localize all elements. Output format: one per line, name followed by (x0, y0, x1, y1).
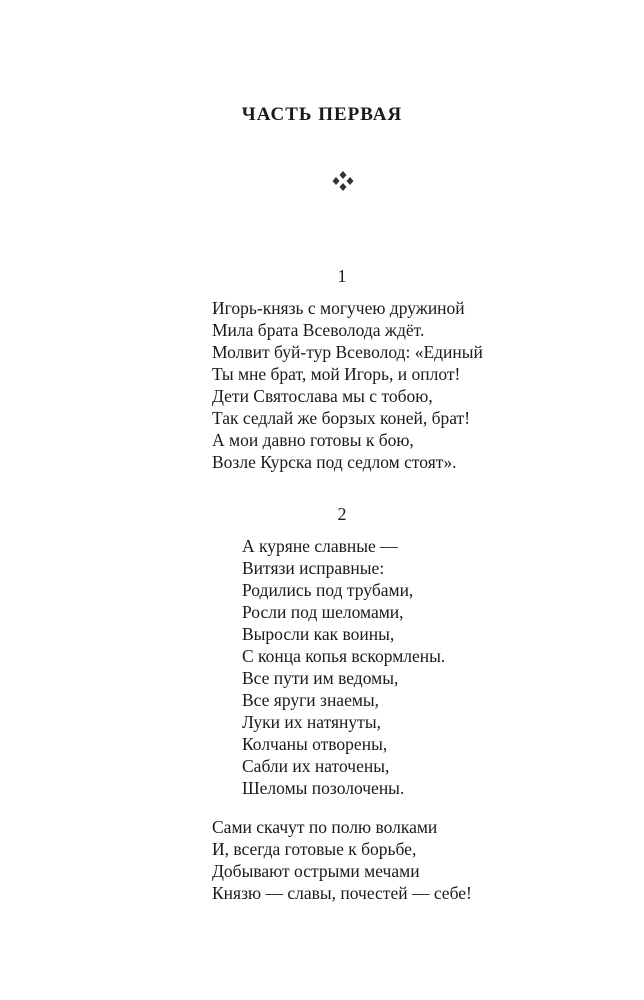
verse-line: Выросли как воины, (242, 624, 395, 644)
section-number-1: 1 (337, 266, 347, 286)
section-number-2: 2 (337, 504, 347, 524)
verse-line: А мои давно готовы к бою, (212, 430, 414, 450)
verse-line: Росли под шеломами, (242, 602, 404, 622)
verse-line: И, всегда готовые к борьбе, (212, 839, 417, 859)
verse-line: Луки их натянуты, (242, 712, 381, 732)
verse-line: Князю — славы, почестей — себе! (212, 883, 472, 903)
stanza-3 (212, 816, 472, 904)
verse-line: Молвит буй-тур Всеволод: «Единый (212, 342, 483, 362)
verse-line: Шеломы позолочены. (242, 778, 405, 798)
verse-line: Дети Святослава мы с тобою, (212, 386, 433, 406)
four-diamond-ornament-icon (331, 170, 355, 192)
part-title: ЧАСТЬ ПЕРВАЯ (241, 104, 403, 125)
verse-line: Все яруги знаемы, (242, 690, 380, 710)
verse-line: Сабли их наточены, (242, 756, 390, 776)
verse-line: Ты мне брат, мой Игорь, и оплот! (212, 364, 461, 384)
verse-line: Все пути им ведомы, (242, 668, 399, 688)
verse-line: Колчаны отворены, (242, 734, 388, 754)
verse-line: Мила брата Всеволода ждёт. (212, 320, 425, 340)
verse-line: Родились под трубами, (242, 580, 414, 600)
verse-line: Игорь-князь с могучею дружиной (212, 298, 465, 318)
verse-line: Сами скачут по полю волками (212, 817, 438, 837)
stanza-2 (242, 535, 445, 799)
verse-line: А куряне славные — (242, 536, 398, 556)
verse-line: Так седлай же борзых коней, брат! (212, 408, 471, 428)
stanza-1 (212, 297, 483, 473)
verse-line: Возле Курска под седлом стоят». (212, 452, 457, 472)
verse-line: Добывают острыми мечами (212, 861, 420, 881)
verse-line: Витязи исправные: (242, 558, 385, 578)
verse-line: С конца копья вскормлены. (242, 646, 446, 666)
